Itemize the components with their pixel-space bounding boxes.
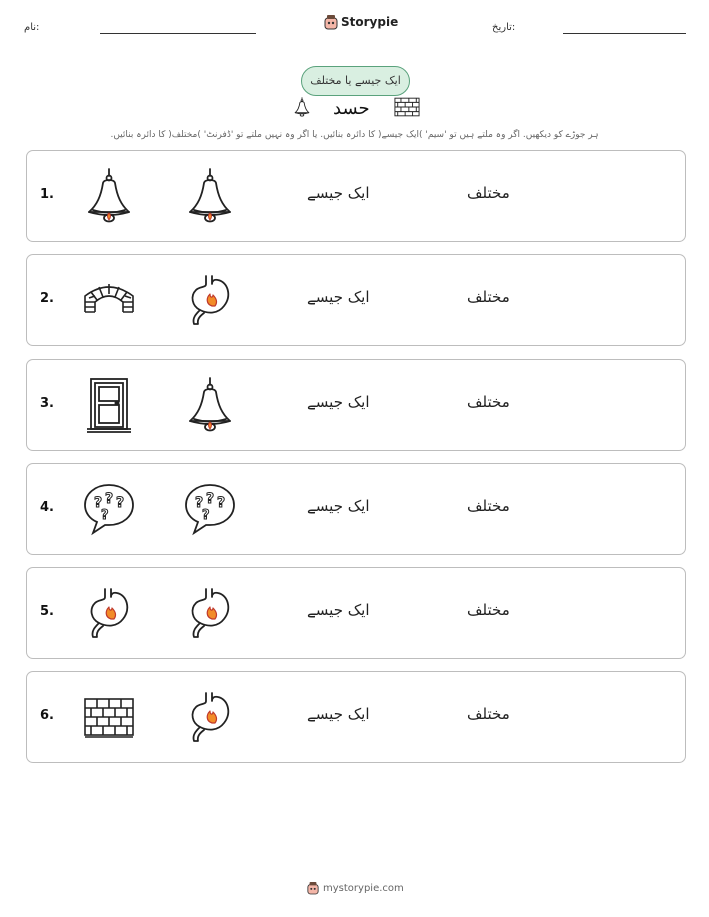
- burning-stomach-icon: [81, 585, 137, 641]
- row-number: 1.: [40, 187, 54, 202]
- svg-text:?: ?: [105, 491, 114, 507]
- svg-text:?: ?: [206, 491, 215, 507]
- svg-text:?: ?: [116, 495, 125, 511]
- same-option[interactable]: ایک جیسے: [307, 393, 370, 411]
- exercise-row: [26, 567, 686, 659]
- storypie-mascot-icon: [307, 881, 319, 895]
- instructions: ہر جوڑے کو دیکھیں. اگر وہ ملتے ہیں تو 'سیم' )ایک جیسے( کا دائرہ بنائیں. یا اگر وہ نہیں ملتے تو 'ڈفرنٹ' )مختلف( کا دائرہ بنائیں.: [110, 130, 599, 140]
- svg-text:?: ?: [217, 495, 226, 511]
- burning-stomach-icon: [182, 689, 238, 745]
- bell-icon: [182, 168, 238, 224]
- name-label: نام:: [24, 22, 40, 33]
- bell-icon: [182, 377, 238, 433]
- exercise-row: [26, 463, 686, 555]
- different-option[interactable]: مختلف: [467, 393, 510, 411]
- same-option[interactable]: ایک جیسے: [307, 288, 370, 306]
- same-option[interactable]: ایک جیسے: [307, 497, 370, 515]
- page-title: حسد: [333, 98, 370, 119]
- brand-name: Storypie: [341, 15, 399, 29]
- brick-wall-icon: [81, 689, 137, 745]
- date-field[interactable]: [563, 33, 686, 34]
- worksheet-type-badge: ایک جیسے یا مختلف: [301, 66, 410, 96]
- svg-text:?: ?: [101, 508, 109, 523]
- exercise-row: [26, 150, 686, 242]
- row-number: 4.: [40, 500, 54, 515]
- row-number: 3.: [40, 396, 54, 411]
- name-field[interactable]: [100, 33, 256, 34]
- different-option[interactable]: مختلف: [467, 601, 510, 619]
- question-bubble-icon: [182, 481, 238, 537]
- date-label: تاریخ:: [492, 22, 516, 33]
- exercise-row: [26, 359, 686, 451]
- exercise-row: [26, 254, 686, 346]
- door-icon: [81, 377, 137, 433]
- brand-logo: [324, 14, 398, 30]
- bridge-icon: [81, 272, 137, 328]
- different-option[interactable]: مختلف: [467, 497, 510, 515]
- different-option[interactable]: مختلف: [467, 705, 510, 723]
- svg-text:?: ?: [94, 495, 103, 511]
- svg-text:?: ?: [202, 508, 210, 523]
- same-option[interactable]: ایک جیسے: [307, 705, 370, 723]
- row-number: 5.: [40, 604, 54, 619]
- row-number: 2.: [40, 291, 54, 306]
- row-number: 6.: [40, 708, 54, 723]
- burning-stomach-icon: [182, 585, 238, 641]
- question-bubble-icon: [81, 481, 137, 537]
- exercise-row: [26, 671, 686, 763]
- same-option[interactable]: ایک جیسے: [307, 184, 370, 202]
- storypie-mascot-icon: [324, 14, 338, 30]
- title-brick-wall-icon: [394, 97, 420, 117]
- footer-url[interactable]: mystorypie.com: [323, 882, 404, 894]
- different-option[interactable]: مختلف: [467, 184, 510, 202]
- burning-stomach-icon: [182, 272, 238, 328]
- different-option[interactable]: مختلف: [467, 288, 510, 306]
- svg-text:?: ?: [195, 495, 204, 511]
- footer: [307, 881, 404, 895]
- same-option[interactable]: ایک جیسے: [307, 601, 370, 619]
- title-bell-icon: [292, 94, 312, 120]
- bell-icon: [81, 168, 137, 224]
